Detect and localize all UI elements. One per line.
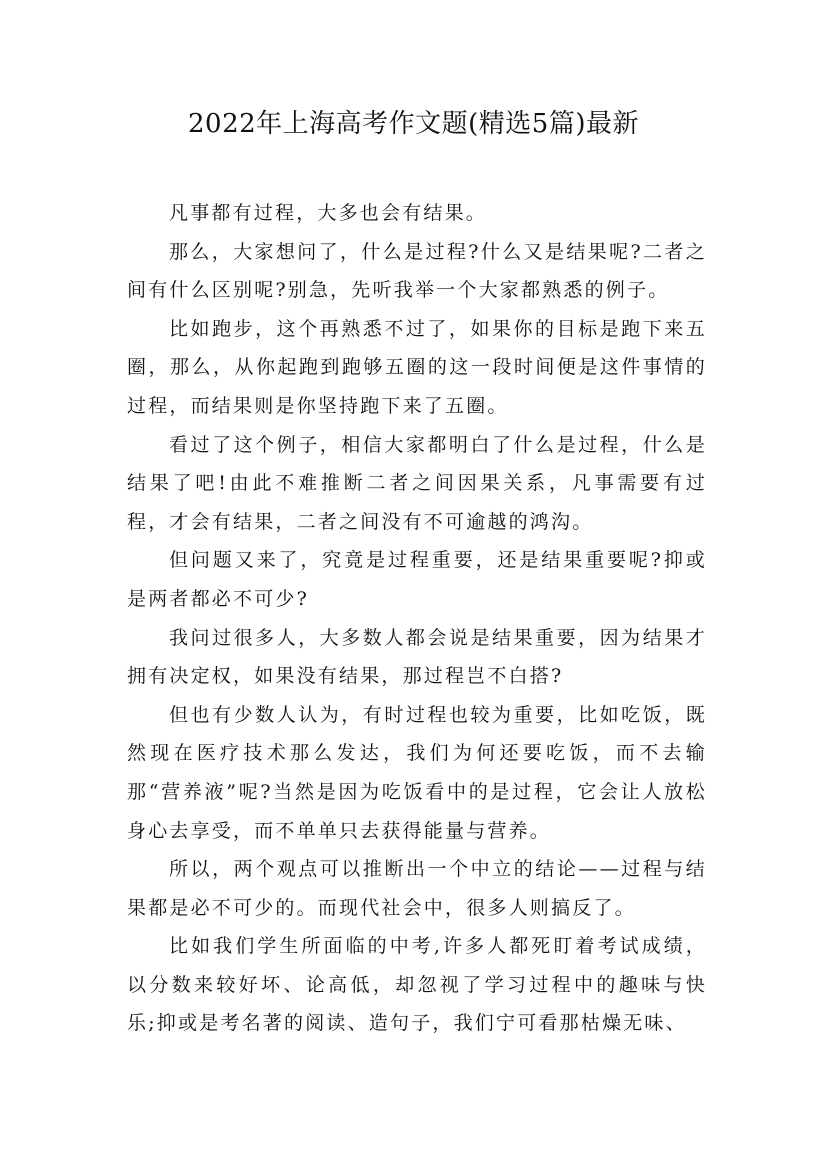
paragraph: 那么，大家想问了，什么是过程?什么又是结果呢?二者之间有什么区别呢?别急，先听我举一个大家都熟悉的例子。 (127, 240, 707, 302)
paragraph: 但问题又来了，究竟是过程重要，还是结果重要呢?抑或是两者都必不可少? (127, 549, 707, 610)
paragraph: 但也有少数人认为，有时过程也较为重要，比如吃饭，既然现在医疗技术那么发达，我们为何还要吃饭，而不去输那“营养液”呢?当然是因为吃饭看中的是过程，它会让人放松身心去享受，而不单单只去获得能量与营养。 (127, 703, 707, 842)
document-body (127, 194, 707, 1043)
document-title: 2022年上海高考作文题(精选5篇)最新 (188, 109, 639, 139)
paragraph: 比如跑步，这个再熟悉不过了，如果你的目标是跑下来五圈，那么，从你起跑到跑够五圈的这一段时间便是这件事情的过程，而结果则是你坚持跑下来了五圈。 (127, 317, 707, 417)
paragraph: 凡事都有过程，大多也会有结果。 (169, 202, 488, 224)
paragraph: 比如我们学生所面临的中考,许多人都死盯着考试成绩，以分数来较好坏、论高低，却忽视了学习过程中的趣味与快乐;抑或是考名著的阅读、造句子，我们宁可看那枯燥无味、 (127, 935, 707, 1035)
paragraph: 所以，两个观点可以推断出一个中立的结论——过程与结果都是必不可少的。而现代社会中，很多人则搞反了。 (127, 858, 707, 919)
paragraph: 我问过很多人，大多数人都会说是结果重要，因为结果才拥有决定权，如果没有结果，那过程岂不白搭? (127, 626, 707, 688)
paragraph: 看过了这个例子，相信大家都明白了什么是过程，什么是结果了吧!由此不难推断二者之间因果关系，凡事需要有过程，才会有结果，二者之间没有不可逾越的鸿沟。 (127, 433, 707, 533)
